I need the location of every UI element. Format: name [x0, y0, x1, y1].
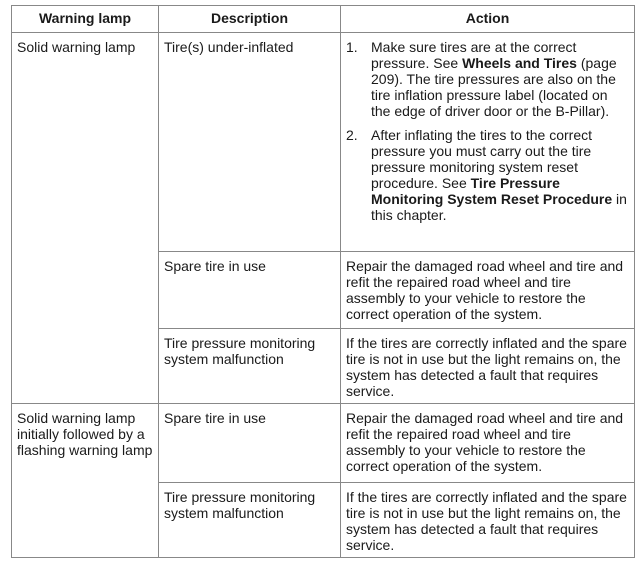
header-action: Action: [341, 6, 635, 33]
step-text-part: After inflating the tires to the correct pressure you must carry out the tire pressure monitoring system reset procedure. See: [371, 127, 592, 191]
lamp-cell: Solid warning lamp initially followed by a flashing warning lamp: [12, 404, 159, 558]
step: [346, 127, 629, 223]
description-cell: Spare tire in use: [159, 404, 341, 483]
step-text: [371, 39, 629, 119]
action-cell: If the tires are correctly inflated and the spare tire is not in use but the light remains on, the system has detected a fault that requires service.: [341, 483, 635, 558]
description-cell: Tire(s) under-inflated: [159, 33, 341, 252]
step-text-part: (page 209). The tire pressures are also on the tire inflation pressure label (located on the edge of driver door or the B-Pillar).: [371, 55, 617, 119]
cross-reference-link[interactable]: Tire Pressure Monitoring System Reset Procedure: [371, 175, 613, 207]
step-text-part: in this chapter.: [371, 191, 627, 223]
lamp-cell: Solid warning lamp: [12, 33, 159, 404]
header-description: Description: [159, 6, 341, 33]
description-cell: Spare tire in use: [159, 252, 341, 329]
step-text-part: Make sure tires are at the correct pressure. See: [371, 39, 577, 71]
action-cell: [341, 33, 635, 252]
action-cell: Repair the damaged road wheel and tire and refit the repaired road wheel and tire assembly to your vehicle to restore the correct operation of the system.: [341, 404, 635, 483]
step-number: 2.: [346, 127, 358, 143]
description-cell: Tire pressure monitoring system malfunction: [159, 329, 341, 404]
action-cell: If the tires are correctly inflated and the spare tire is not in use but the light remains on, the system has detected a fault that requires service.: [341, 329, 635, 404]
step: [346, 39, 629, 119]
table-row: [12, 404, 635, 483]
cross-reference-link[interactable]: Wheels and Tires: [462, 55, 577, 71]
header-warning-lamp: Warning lamp: [12, 6, 159, 33]
action-cell: Repair the damaged road wheel and tire and refit the repaired road wheel and tire assembly to your vehicle to restore the correct operation of the system.: [341, 252, 635, 329]
step-number: 1.: [346, 39, 358, 55]
action-steps: [346, 39, 629, 223]
header-row: [12, 6, 635, 33]
step-text: [371, 127, 629, 223]
description-cell: Tire pressure monitoring system malfunction: [159, 483, 341, 558]
warning-lamp-table: [11, 5, 635, 558]
table-row: [12, 33, 635, 252]
